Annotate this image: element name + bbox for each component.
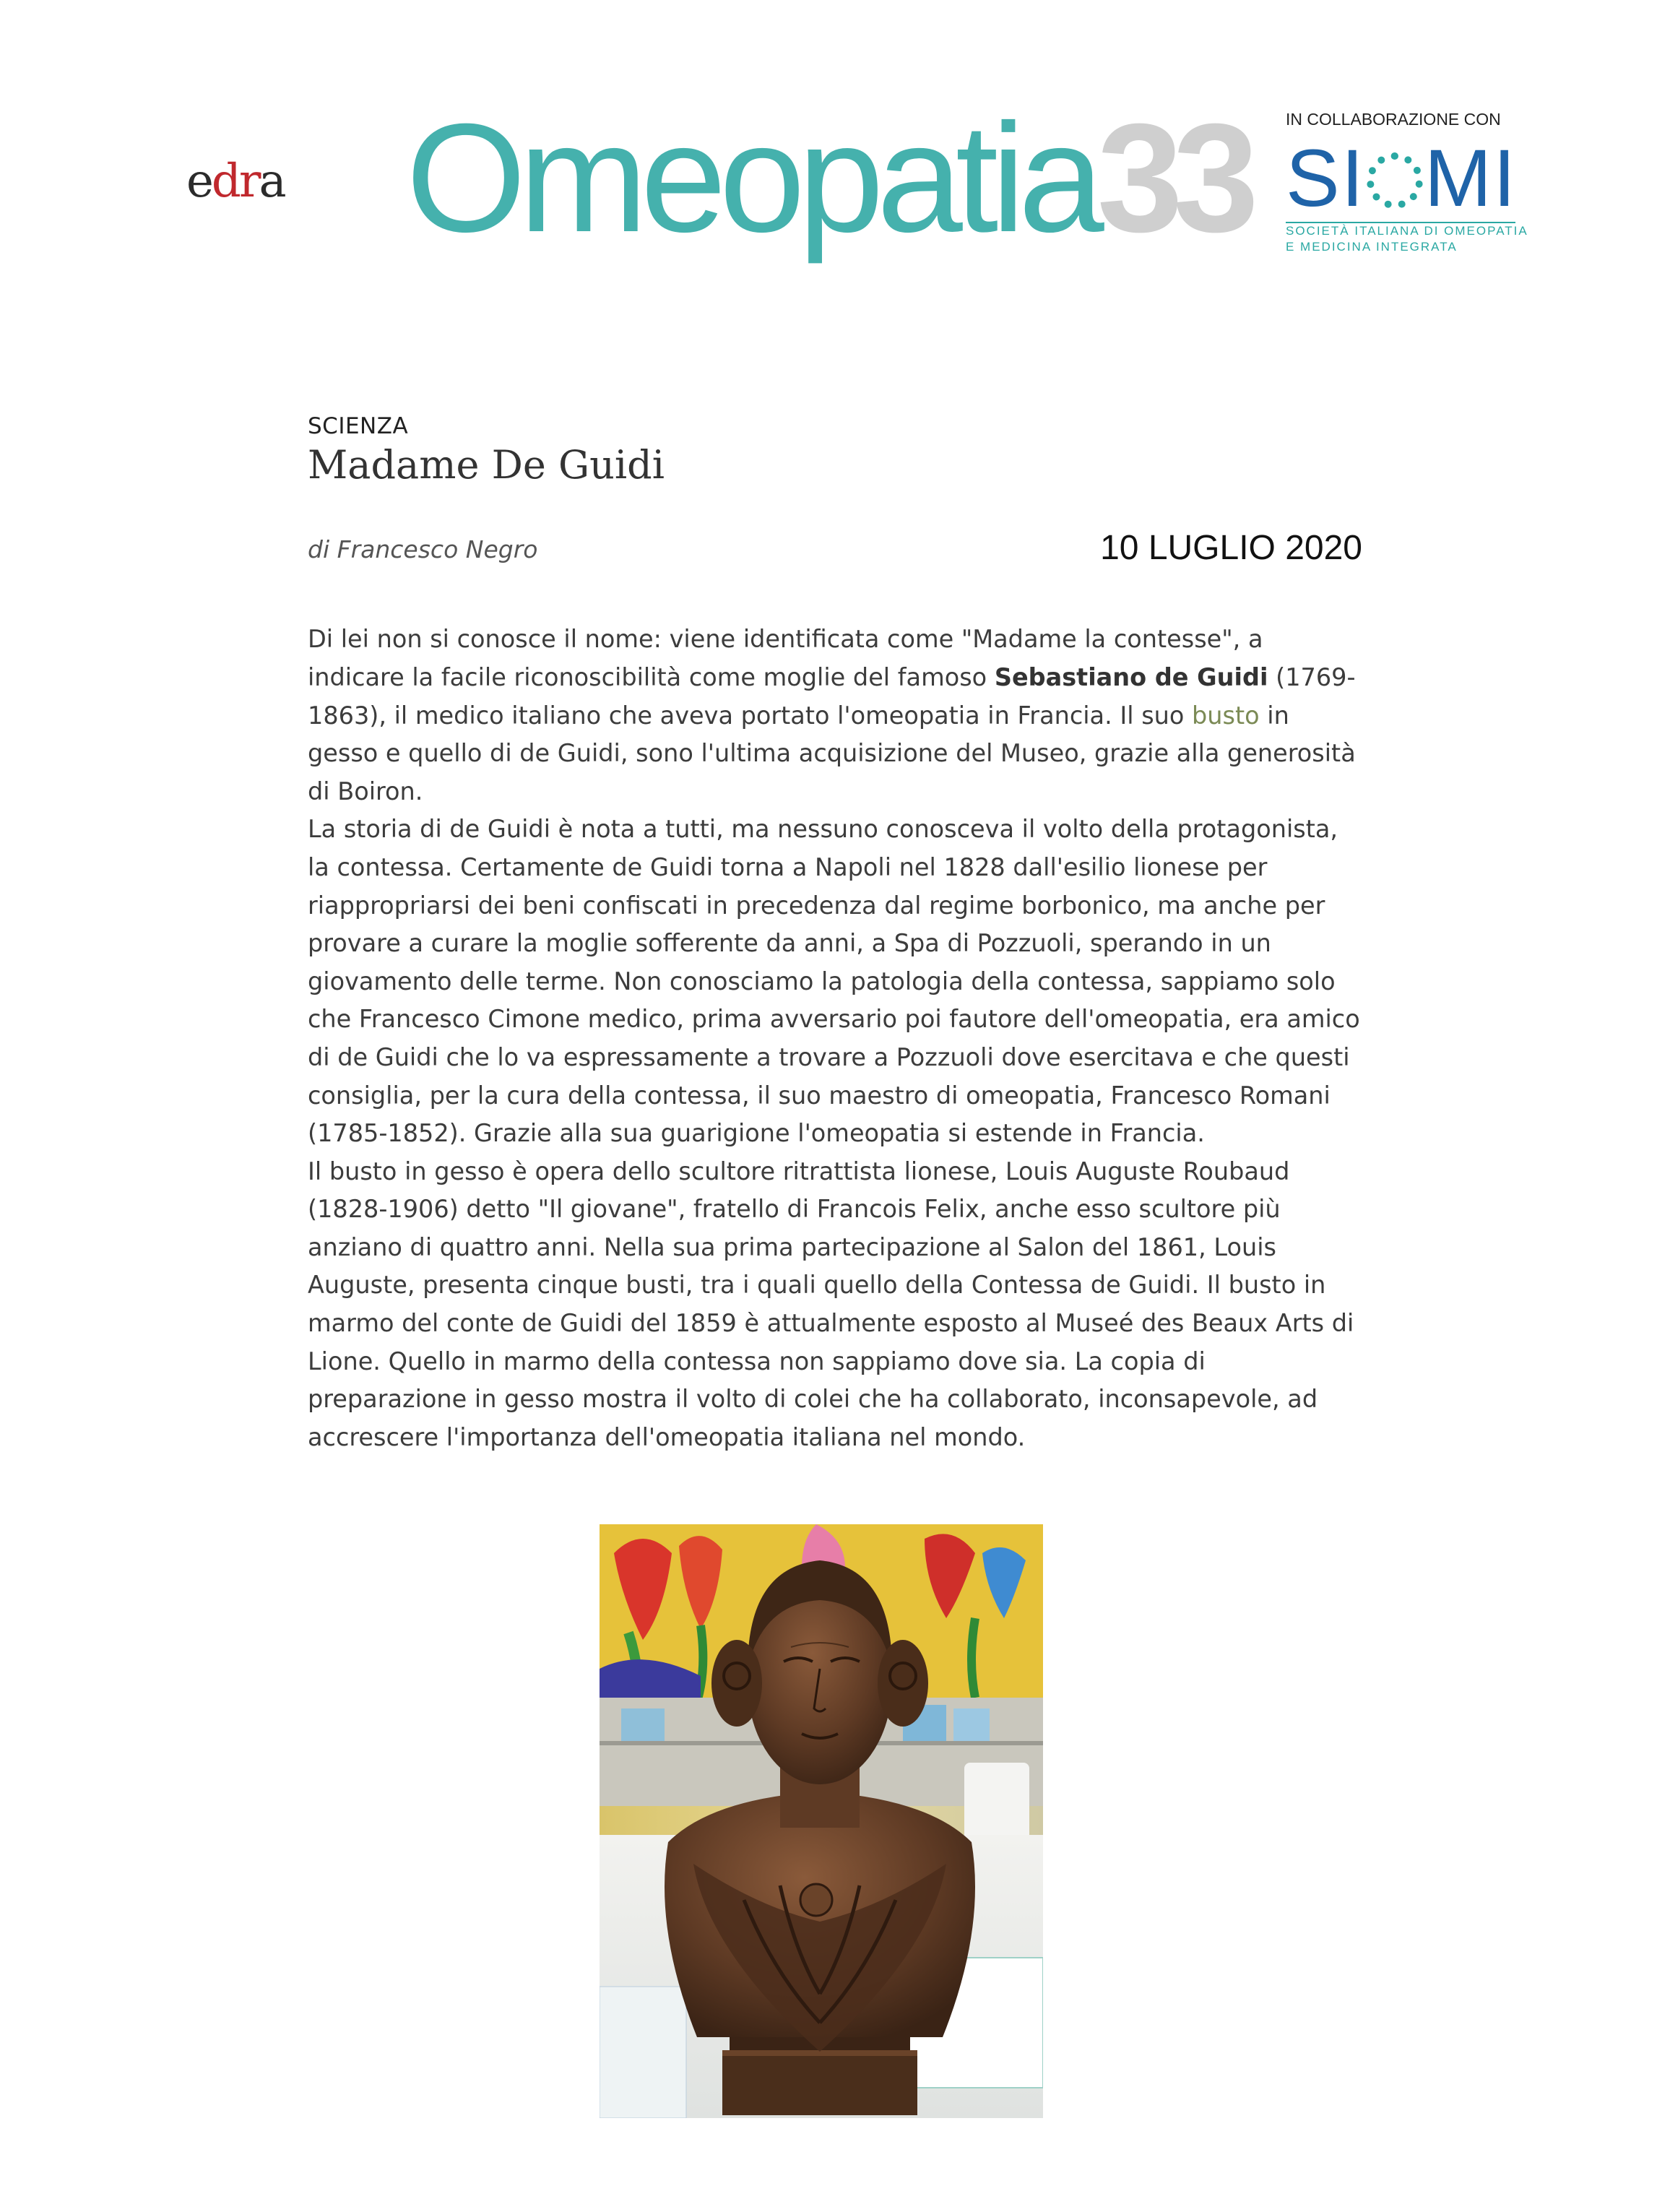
- paragraph-3: Il busto in gesso è opera dello scultore ritrattista lionese, Louis Auguste Roubaud (1828-1906) detto "Il giovane", fratello di Francois Felix, anche esso scultore più anziano di quattro anni. Nella sua prima partecipazione al Salon del 1861, Louis Auguste, presenta cinque busti, tra i quali quello della Contessa de Guidi. Il busto in marmo del conte de Guidi del 1859 è attualmente esposto al Museé des Beaux Arts di Lione. Quello in marmo della contessa non sappiamo dove sia. La copia di preparazione in gesso mostra il volto di colei che ha collaborato, inconsapevole, ad accrescere l'importanza dell'omeopatia italiana nel mondo.: [308, 1157, 1354, 1451]
- paragraph-1: [308, 621, 1362, 811]
- omeopatia33-masthead: [406, 92, 1249, 267]
- article-byline: di Francesco Negro: [308, 535, 538, 564]
- siomi-logo: [1286, 133, 1524, 223]
- name-highlight: Sebastiano de Guidi: [994, 662, 1268, 691]
- paragraph-1-part-b: (1769-1863), il medico italiano che aveva portato l'omeopatia in Francia. Il suo: [308, 662, 1356, 730]
- article: [308, 413, 1362, 1456]
- article-title: Madame De Guidi: [308, 442, 665, 488]
- siomi-subtitle: [1286, 222, 1528, 255]
- paragraph-1-part-c: in gesso e quello di de Guidi, sono l'ultima acquisizione del Museo, grazie alla generosità di Boiron.: [308, 701, 1356, 805]
- article-date: 10 LUGLIO 2020: [1100, 529, 1362, 568]
- masthead-word: Omeopatia: [406, 92, 1097, 264]
- edra-logo: [186, 155, 285, 208]
- siomi-subtitle-line-1: SOCIETÀ ITALIANA DI OMEOPATIA: [1286, 224, 1528, 238]
- busto-link[interactable]: busto: [1192, 701, 1260, 730]
- bust-photo-illustration: [600, 1524, 1043, 2118]
- paragraph-1-part-a: Di lei non si conosce il nome: viene identificata come "Madame la contesse", a indicare la facile riconoscibilità come moglie del famoso: [308, 625, 1263, 691]
- edra-logo-e: e: [186, 155, 212, 208]
- siomi-subtitle-line-2: E MEDICINA INTEGRATA: [1286, 240, 1458, 254]
- collaboration-label: IN COLLABORAZIONE CON: [1286, 110, 1501, 129]
- byline-row: [308, 529, 1362, 576]
- paragraph-2: La storia di de Guidi è nota a tutti, ma nessuno conosceva il volto della protagonista, la contessa. Certamente de Guidi torna a Napoli nel 1828 dall'esilio lionese per riappropriarsi dei beni confiscati in precedenza dal regime borbonico, ma anche per provare a curare la moglie sofferente da anni, a Spa di Pozzuoli, sperando in un giovamento delle terme. Non conosciamo la patologia della contessa, sappiamo solo che Francesco Cimone medico, prima avversario poi fautore dell'omeopatia, era amico di de Guidi che lo va espressamente a trovare a Pozzuoli dove esercitava e che questi consiglia, per la cura della contessa, il suo maestro di omeopatia, Francesco Romani (1785-1852). Grazie alla sua guarigione l'omeopatia si estende in Francia.: [308, 815, 1360, 1148]
- edra-logo-a: a: [259, 155, 285, 208]
- siomi-collaboration: [1286, 110, 1528, 255]
- siomi-o-icon: [1367, 152, 1423, 209]
- article-body: [308, 621, 1362, 1456]
- bust-photo: [600, 1524, 1043, 2118]
- masthead-number: 33: [1096, 92, 1249, 264]
- section-label[interactable]: SCIENZA: [308, 413, 409, 439]
- siomi-logo-right: MI: [1424, 133, 1518, 223]
- siomi-logo-left: SI: [1286, 133, 1365, 223]
- edra-logo-dr: dr: [211, 155, 259, 208]
